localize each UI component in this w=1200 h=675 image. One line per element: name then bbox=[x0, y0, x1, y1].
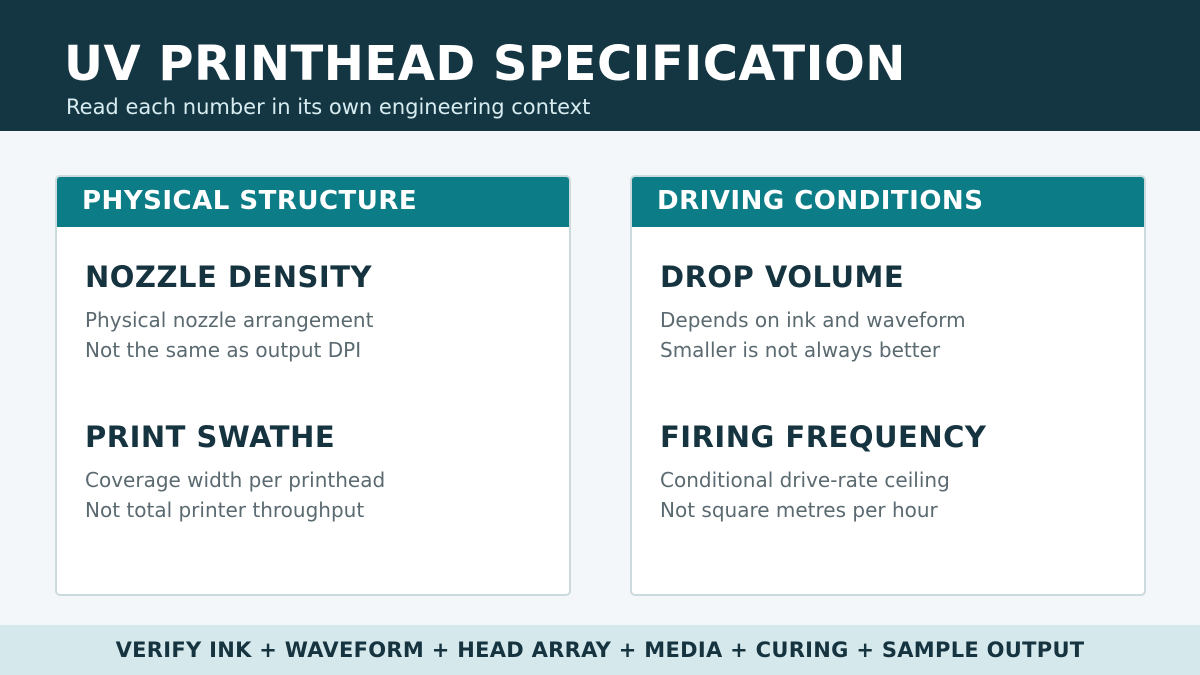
card-physical-structure bbox=[55, 175, 571, 596]
spec-line: Not total printer throughput bbox=[85, 498, 365, 522]
spec-line: Physical nozzle arrangement bbox=[85, 308, 374, 332]
header-banner bbox=[0, 0, 1200, 131]
card-title: PHYSICAL STRUCTURE bbox=[82, 186, 418, 216]
spec-line: Smaller is not always better bbox=[660, 338, 941, 362]
footer-banner bbox=[0, 625, 1200, 675]
card-title: DRIVING CONDITIONS bbox=[657, 186, 984, 216]
spec-line: Not square metres per hour bbox=[660, 498, 938, 522]
card-driving-conditions bbox=[630, 175, 1146, 596]
spec-title: NOZZLE DENSITY bbox=[85, 260, 372, 294]
spec-line: Not the same as output DPI bbox=[85, 338, 362, 362]
spec-nozzle-density bbox=[85, 259, 373, 365]
spec-title: DROP VOLUME bbox=[660, 260, 905, 294]
spec-title: FIRING FREQUENCY bbox=[660, 420, 987, 454]
spec-line: Conditional drive-rate ceiling bbox=[660, 468, 950, 492]
spec-title: PRINT SWATHE bbox=[85, 420, 336, 454]
spec-line: Coverage width per printhead bbox=[85, 468, 386, 492]
card-header bbox=[55, 175, 571, 227]
spec-firing-frequency bbox=[660, 419, 986, 525]
spec-line: Depends on ink and waveform bbox=[660, 308, 966, 332]
page-title: UV PRINTHEAD SPECIFICATION bbox=[64, 36, 906, 92]
spec-drop-volume bbox=[660, 259, 966, 365]
card-header bbox=[630, 175, 1146, 227]
page-subtitle: Read each number in its own engineering context bbox=[66, 95, 591, 119]
spec-print-swathe bbox=[85, 419, 385, 525]
footer-text: VERIFY INK + WAVEFORM + HEAD ARRAY + MEDIA + CURING + SAMPLE OUTPUT bbox=[115, 638, 1085, 662]
